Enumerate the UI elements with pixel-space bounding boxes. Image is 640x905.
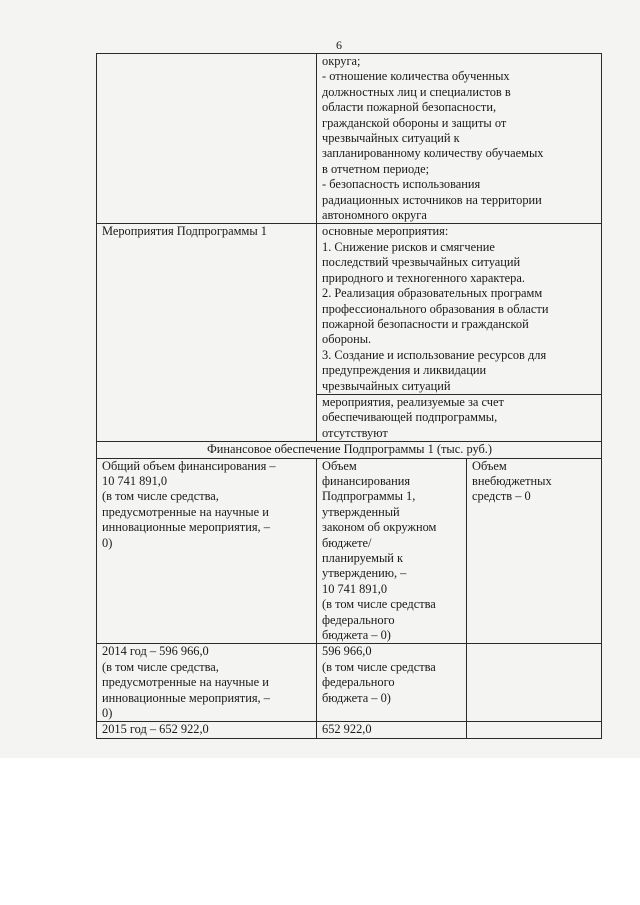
text-line: бюджета – 0) [322,690,391,705]
text-line: природного и техногенного характера. [322,270,525,285]
text-line: внебюджетных [472,473,552,488]
text-line: 2. Реализация образовательных программ [322,286,543,301]
total-funding-cell [97,458,317,644]
year-2015-extrabudget-cell [467,722,602,738]
text-line: 652 922,0 [322,722,372,737]
text-line: законом об окружном [322,520,437,535]
text-line: 2014 год – 596 966,0 [102,644,209,659]
text-line: 1. Снижение рисков и смягчение [322,239,495,254]
table-row [97,458,602,644]
text-line: должностных лиц и специалистов в [322,84,511,99]
table-row [97,54,602,224]
text-line: инновационные мероприятия, – [102,520,270,535]
text-line: инновационные мероприятия, – [102,690,270,705]
extrabudget-funding-cell [467,458,602,644]
main-measures-cell [317,224,602,394]
table-row [97,224,602,394]
text-line: 2015 год – 652 922,0 [102,722,209,737]
year-2015-total-cell [97,722,317,738]
text-line: области пожарной безопасности, [322,100,497,115]
text-line: 10 741 891,0 [102,473,168,488]
text-line: Подпрограммы 1, [322,489,416,504]
text-line: округа; [322,54,361,68]
text-line: запланированному количеству обучаемых [322,146,544,161]
text-line: чрезвычайных ситуаций [322,378,451,393]
text-line: гражданской обороны и защиты от [322,115,507,130]
text-line: мероприятия, реализуемые за счет [322,394,504,409]
text-line: - безопасность использования [322,177,481,192]
text-line: профессионального образования в области [322,301,549,316]
text-line: 596 966,0 [322,644,372,659]
text-line: 0) [102,706,113,721]
year-2014-extrabudget-cell [467,644,602,722]
text-line: 3. Создание и использование ресурсов для [322,347,547,362]
program-passport-table [96,53,602,739]
text-line: (в том числе средства [322,597,436,612]
year-2014-total-cell [97,644,317,722]
text-line: федерального [322,675,395,690]
text-line: в отчетном периоде; [322,161,430,176]
text-line: обеспечивающей подпрограммы, [322,410,498,425]
table-row [97,722,602,738]
text-line: отсутствуют [322,425,388,440]
text-line: предупреждения и ликвидации [322,363,487,378]
subprogram-measures-label: Мероприятия Подпрограммы 1 [97,224,317,442]
year-2014-budget-cell [317,644,467,722]
text-line: планируемый к [322,551,404,565]
supporting-measures-cell [317,394,602,441]
budget-funding-cell [317,458,467,644]
text-line: финансирования [322,473,411,488]
table-row [97,442,602,458]
table-row [97,644,602,722]
text-line: средств – 0 [472,489,531,504]
text-line: пожарной безопасности и гражданской [322,316,529,331]
text-line: основные мероприятия: [322,224,449,239]
text-line: 10 741 891,0 [322,581,388,596]
text-line: чрезвычайных ситуаций к [322,131,460,146]
year-2015-budget-cell [317,722,467,738]
text-line: утверждению, – [322,566,407,581]
text-line: Объем [322,458,357,473]
text-line: Общий объем финансирования – [102,458,276,473]
text-line: Объем [472,458,507,473]
text-line: предусмотренные на научные и [102,504,269,519]
text-line: бюджете/ [322,535,372,550]
text-line: 0) [102,535,113,550]
table-cell-empty [97,54,317,224]
text-line: (в том числе средства, [102,489,219,504]
text-line: федерального [322,612,395,627]
page-number: 6 [336,38,342,52]
text-line: (в том числе средства [322,659,436,674]
text-line: автономного округа [322,208,427,223]
text-line: последствий чрезвычайных ситуаций [322,255,521,270]
text-line: предусмотренные на научные и [102,675,269,690]
indicators-continuation-cell [317,54,602,224]
finance-header: Финансовое обеспечение Подпрограммы 1 (тыс. руб.) [97,442,602,458]
text-line: утвержденный [322,504,400,519]
text-line: бюджета – 0) [322,628,391,643]
text-line: радиационных источников на территории [322,192,542,207]
text-line: - отношение количества обученных [322,69,510,84]
text-line: (в том числе средства, [102,659,219,674]
text-line: обороны. [322,332,372,347]
